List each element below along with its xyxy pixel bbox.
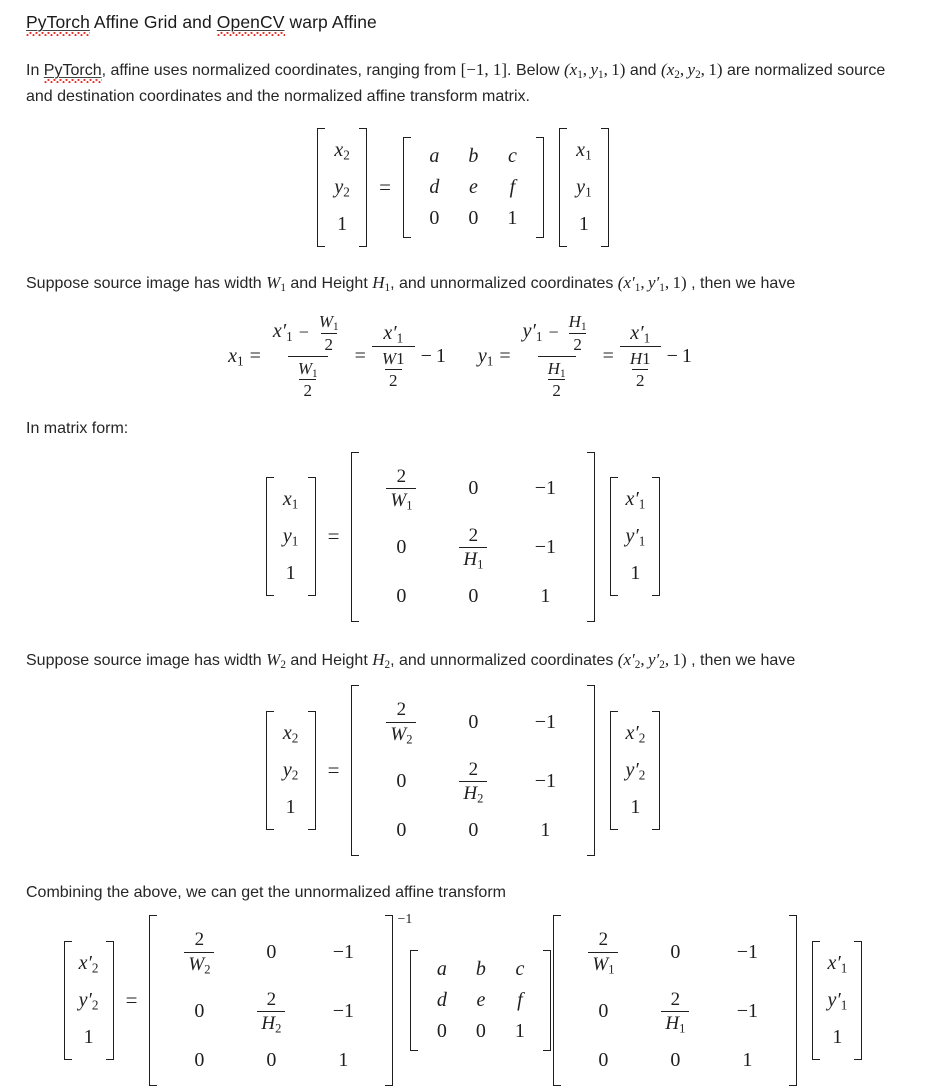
vector-dest-unnormalized-final: $x'_2$ $y'_2$ 1 [64,941,114,1060]
intro-text-c: and [625,61,662,79]
equals-sign-eq6: = [125,987,138,1012]
suppose2-c: , and unnormalized coordinates [390,651,618,669]
spellcheck-word-pytorch-body: PyTorch [43,61,102,79]
vector-source-unnormalized-final: $x'_1$ $y'_1$ 1 [812,941,862,1060]
vector-x2y2-normalized: $x_2$ $y_2$ 1 [266,711,316,830]
suppose-source-2-paragraph [26,646,900,674]
symbol-H1: $H_1$ [372,272,391,294]
combining-label: Combining the above, we can get the unnormalized affine transform [26,883,506,901]
vector-source-normalized: $x_1$ $y_1$ 1 [559,128,609,247]
vector-x1y1-unnormalized: $x'_1$ $y'_1$ 1 [610,477,660,596]
equals-sign-eq4: = [327,524,340,549]
coord-dest-inline: ($x_2$, $y_2$, 1) [661,59,723,81]
vector-dest-normalized: $x_2$ $y_2$ 1 [317,128,367,247]
fraction-x1-second: $\frac{x'_1}{\frac{W1}{2}}$ [372,322,415,391]
range-expression: [−1, 1] [460,59,508,79]
intro-paragraph [26,56,900,110]
matrix-affine-abcdef-final: a b c d e f 0 0 1 [410,950,551,1051]
title-tail-text: warp Affine [284,12,377,32]
symbol-H2: $H_2$ [372,649,391,671]
matrix-normalize-source: $\frac{2}{W_1}$ 0 −1 0 $\frac{2}{H_1}$ −1 0 0 1 [351,452,595,622]
equation-normalized-affine-transform [26,128,900,247]
title-mid-text: Affine Grid and [89,12,217,32]
equation-source-normalization-matrix [26,452,900,622]
matrix-inverse-exponent: −1 [397,912,413,928]
vector-x1y1-normalized: $x_1$ $y_1$ 1 [266,477,316,596]
page-title [26,11,900,34]
fraction-y1-first: $y'_1$ − $\frac{H_1}{2}$ $\frac{H_1}{2}$ [522,312,587,400]
minus-one-y1: − 1 [666,344,692,367]
coords-unnormalized-1: ($x'_1$, $y'_1$, 1) [617,272,687,294]
equation-y1-normalization [478,312,698,399]
symbol-W1: $W_1$ [266,272,286,294]
matrix-normalize-destination: $\frac{2}{W_2}$ 0 −1 0 $\frac{2}{H_2}$ −1 0 0 1 [351,685,595,855]
equation-destination-normalization-matrix [26,685,900,855]
matrix-form-label: In matrix form: [26,419,129,437]
coords-unnormalized-2: ($x'_2$, $y'_2$, 1) [617,649,687,671]
spellcheck-word-pytorch: PyTorch [26,12,90,32]
suppose1-d: , then we have [686,274,796,292]
equals-sign-x1-second: = [354,344,366,367]
suppose1-a: Suppose source image has width [26,274,267,292]
suppose-source-1-paragraph [26,269,900,297]
intro-text-b: . Below [507,61,564,79]
suppose2-d: , then we have [686,651,796,669]
intro-lead: In [26,61,44,79]
lhs-y1: $y_1$ [477,344,494,369]
matrix-normalize-source-final: $\frac{2}{W_1}$ 0 −1 0 $\frac{2}{H_1}$ −1 0 0 1 [553,915,797,1085]
intro-text-d: are normalized source and destination coordinates and the normalized affine transform matrix. [26,61,886,105]
minus-one-x1: − 1 [420,344,446,367]
equals-sign-eq5: = [327,758,340,782]
matrix-affine-abcdef: a b c d e f 0 0 1 [403,137,544,238]
equals-sign-y1: = [499,344,511,367]
suppose2-b: and Height [285,651,373,669]
equals-sign: = [379,174,391,199]
intro-text-a: , affine uses normalized coordinates, ranging from [101,61,461,79]
lhs-x1: $x_1$ [228,344,244,369]
spellcheck-word-opencv: OpenCV [216,12,285,32]
equation-normalization-fractions [26,312,900,399]
coord-source-inline: ($x_1$, $y_1$, 1) [563,59,626,81]
fraction-y1-second: $\frac{x'_1}{\frac{H1}{2}}$ [620,322,661,391]
fraction-x1-first: $x'_1$ − $\frac{W_1}{2}$ $\frac{W_1}{2}$ [272,312,339,400]
equals-sign-x1: = [249,344,261,367]
suppose1-b: and Height [285,274,373,292]
equation-combined-unnormalized-affine [26,912,900,1085]
equals-sign-y1-second: = [602,344,614,367]
equation-x1-normalization [228,312,452,399]
suppose1-c: , and unnormalized coordinates [390,274,618,292]
vector-x2y2-unnormalized: $x'_2$ $y'_2$ 1 [610,711,660,830]
document-page [0,11,938,1086]
symbol-W2: $W_2$ [266,649,286,671]
suppose2-a: Suppose source image has width [26,651,267,669]
matrix-normalize-destination-inverse: $\frac{2}{W_2}$ 0 −1 0 $\frac{2}{H_2}$ −1 0 0 1 −1 [149,915,393,1085]
